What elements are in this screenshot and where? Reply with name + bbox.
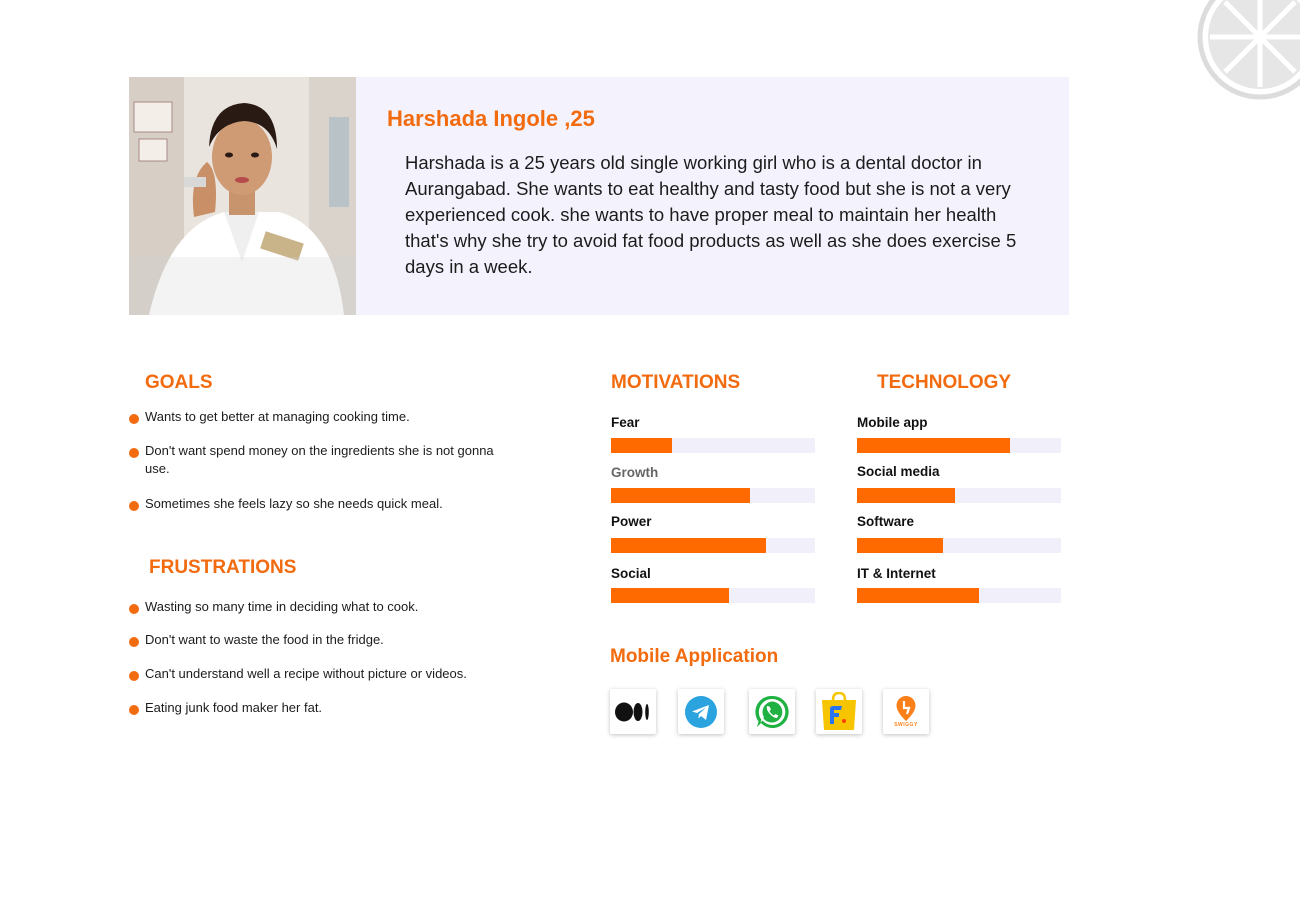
list-item: Don't want to waste the food in the fridge. xyxy=(145,631,495,649)
technology-bar-mobile-app xyxy=(857,438,1061,453)
swiggy-wordmark: SWIGGY xyxy=(894,722,918,728)
motivation-bar-fill xyxy=(611,438,672,453)
list-item: Wants to get better at managing cooking time. xyxy=(145,408,495,426)
technology-bar-software xyxy=(857,538,1061,553)
motivation-label-growth: Growth xyxy=(611,465,659,480)
technology-label-social-media: Social media xyxy=(857,464,940,479)
technology-bar-fill xyxy=(857,538,943,553)
flipkart-app-tile[interactable] xyxy=(816,689,862,734)
motivation-label-power: Power xyxy=(611,514,652,529)
persona-bio: Harshada is a 25 years old single working girl who is a dental doctor in Aurangabad. She wants to eat healthy and tasty food but she is not a very experienced cook. she wants to have proper meal to maintain her health that's why she try to avoid fat food products as well as she does exercise 5 days in a week. xyxy=(405,152,1017,277)
flipkart-icon xyxy=(820,692,858,732)
swiggy-app-tile[interactable] xyxy=(883,689,929,734)
frustrations-heading: FRUSTRATIONS xyxy=(149,557,297,578)
motivation-bar-fill xyxy=(611,588,729,603)
whatsapp-icon xyxy=(754,694,790,730)
technology-bar-fill xyxy=(857,588,979,603)
motivation-bar-power xyxy=(611,538,815,553)
technology-label-mobile-app: Mobile app xyxy=(857,415,928,430)
goals-heading: GOALS xyxy=(145,372,213,393)
telegram-app-tile[interactable] xyxy=(678,689,724,734)
motivation-bar-fear xyxy=(611,438,815,453)
bullet-icon xyxy=(129,604,139,614)
technology-label-software: Software xyxy=(857,514,915,529)
technology-bar-social-media xyxy=(857,488,1061,503)
list-item: Wasting so many time in deciding what to cook. xyxy=(145,598,495,616)
whatsapp-app-tile[interactable] xyxy=(749,689,795,734)
motivation-bar-growth xyxy=(611,488,815,503)
motivations-heading: MOTIVATIONS xyxy=(611,372,741,393)
motivation-label-social: Social xyxy=(611,566,651,581)
technology-bar-fill xyxy=(857,438,1010,453)
bullet-icon xyxy=(129,448,139,458)
list-item: Sometimes she feels lazy so she needs quick meal. xyxy=(145,495,495,513)
bullet-icon xyxy=(129,501,139,511)
medium-app-tile[interactable] xyxy=(610,689,656,734)
list-item: Eating junk food maker her fat. xyxy=(145,699,495,717)
orange-slice-icon xyxy=(1195,0,1300,102)
mobile-application-heading: Mobile Application xyxy=(610,646,779,667)
medium-icon xyxy=(615,702,651,722)
bullet-icon xyxy=(129,414,139,424)
technology-bar-it-internet xyxy=(857,588,1061,603)
list-item: Don't want spend money on the ingredients she is not gonna use. xyxy=(145,442,495,478)
bullet-icon xyxy=(129,671,139,681)
motivation-bar-fill xyxy=(611,538,766,553)
persona-photo xyxy=(129,77,356,315)
swiggy-icon xyxy=(895,695,917,722)
technology-bar-fill xyxy=(857,488,955,503)
bullet-icon xyxy=(129,705,139,715)
bullet-icon xyxy=(129,637,139,647)
motivation-bar-social xyxy=(611,588,815,603)
persona-name: Harshada Ingole ,25 xyxy=(387,106,595,131)
motivation-bar-fill xyxy=(611,488,750,503)
motivation-label-fear: Fear xyxy=(611,415,640,430)
telegram-icon xyxy=(685,696,717,728)
list-item: Can't understand well a recipe without picture or videos. xyxy=(145,665,495,683)
technology-label-it-internet: IT & Internet xyxy=(857,566,936,581)
technology-heading: TECHNOLOGY xyxy=(877,372,1012,393)
